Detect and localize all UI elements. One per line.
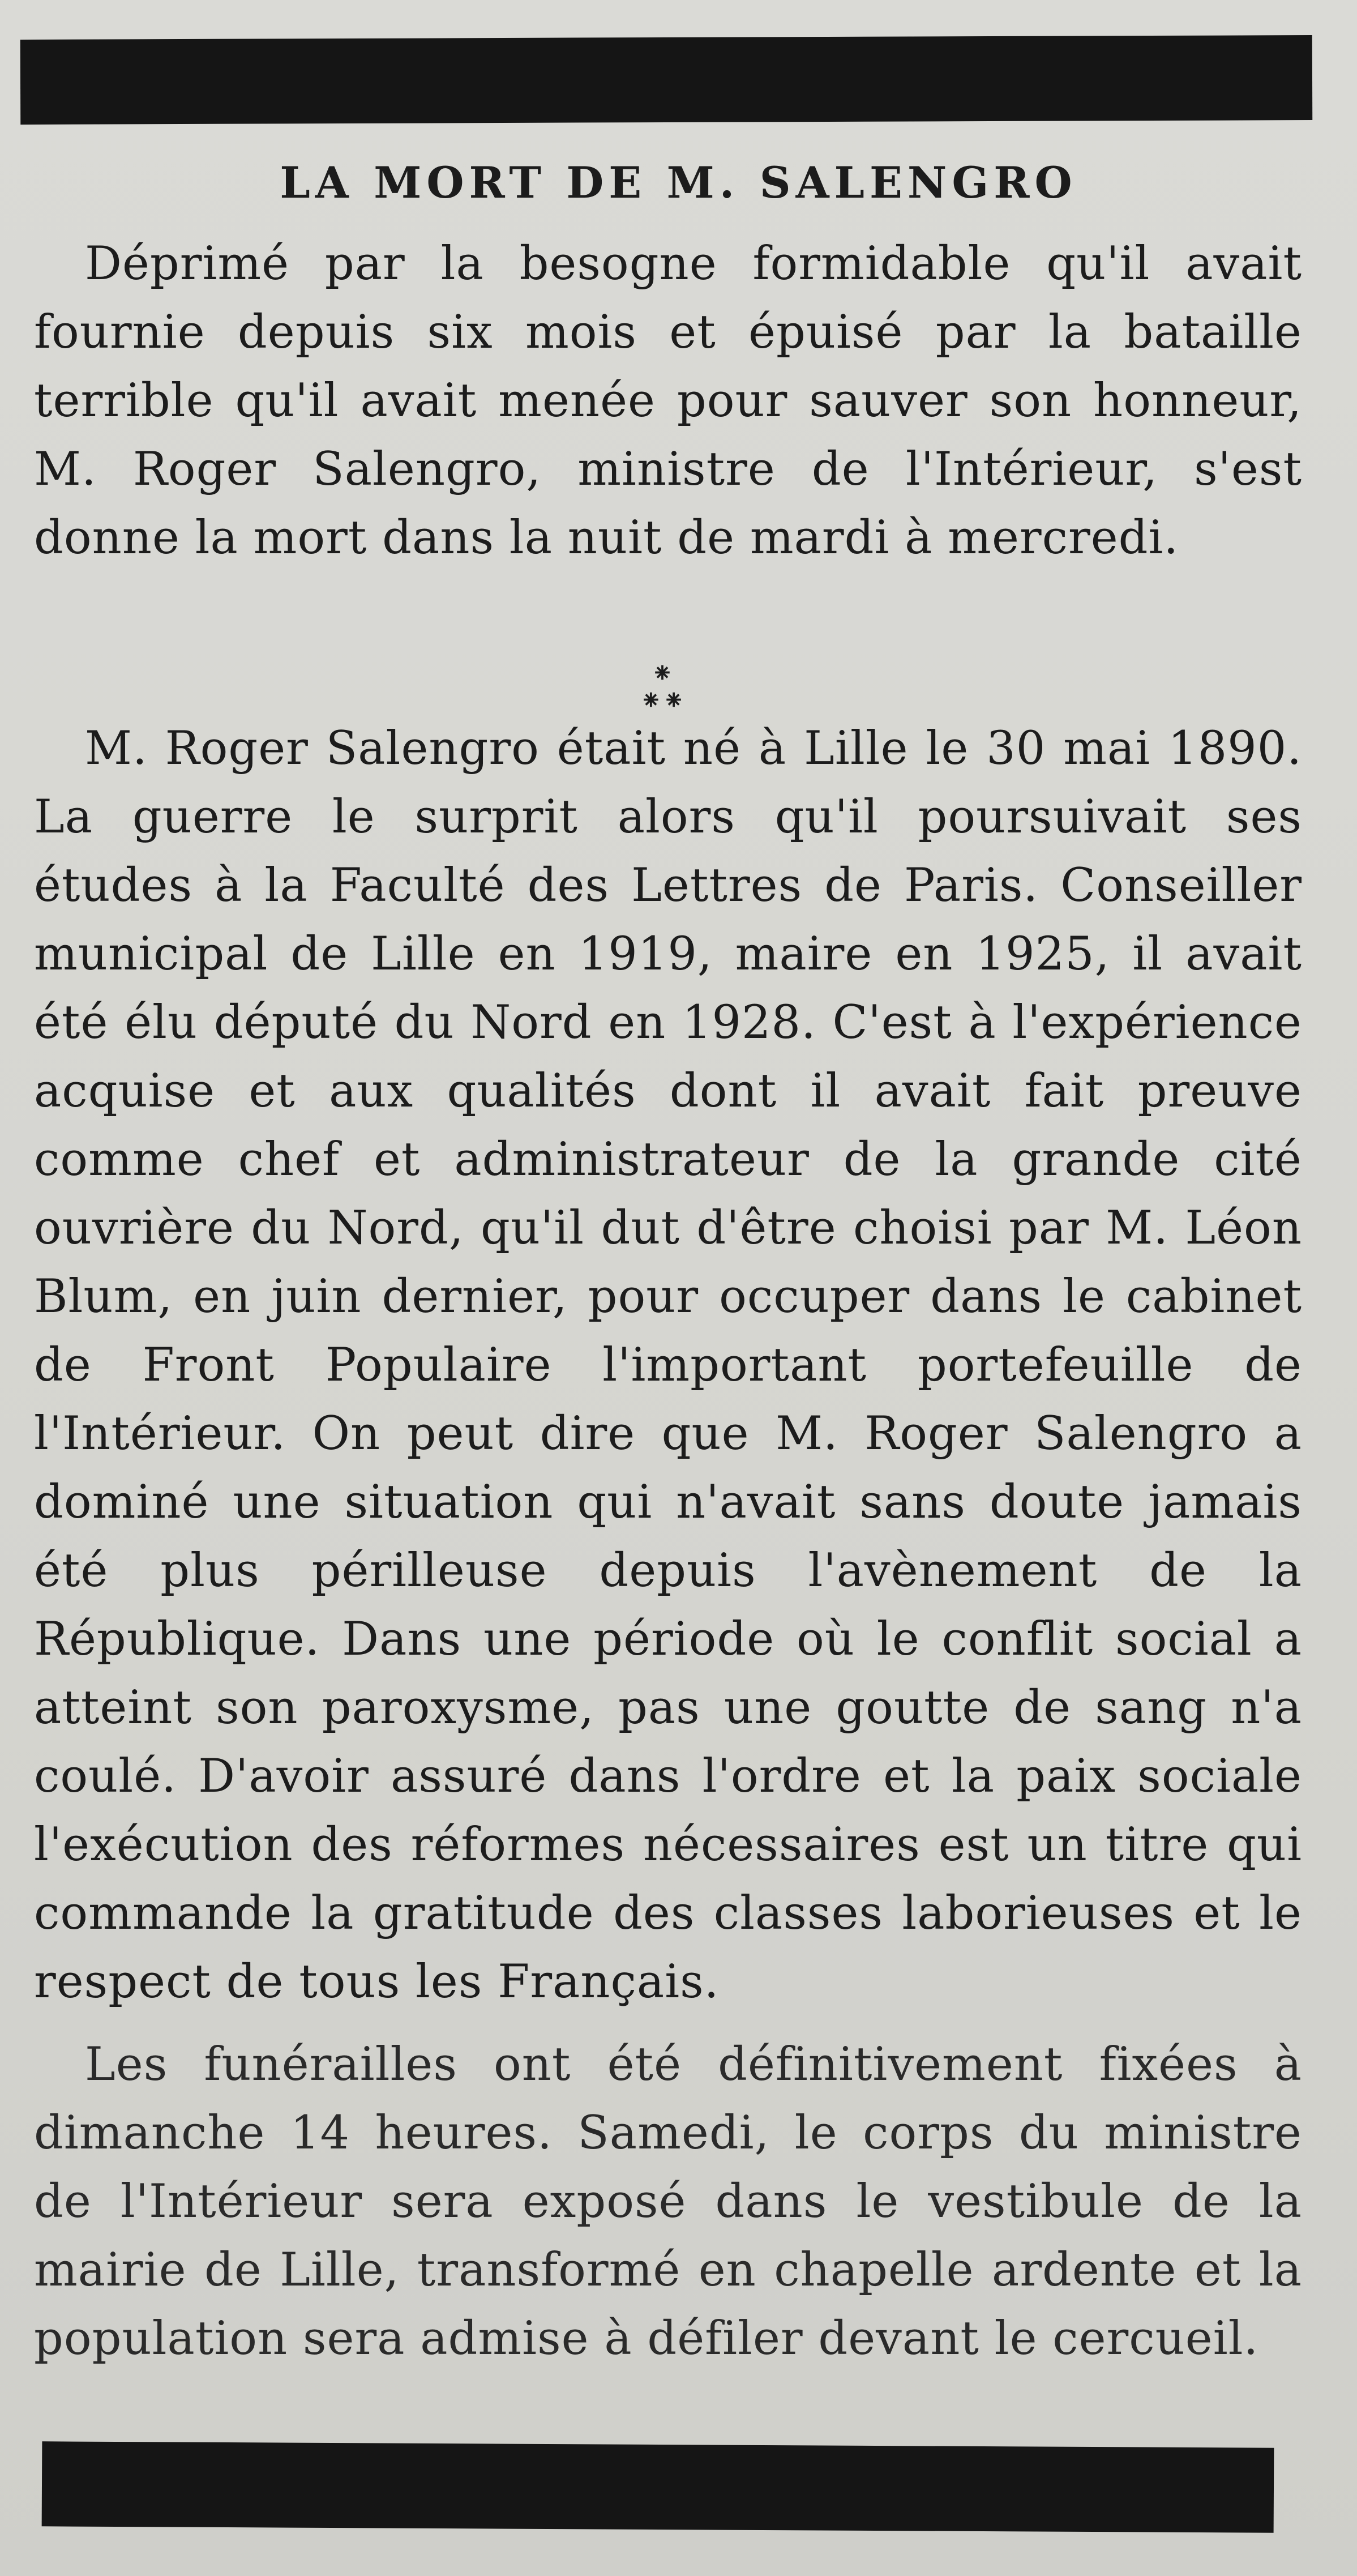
article-title: LA MORT DE M. SALENGRO <box>280 157 1077 208</box>
asterism-top: ⁕ <box>650 657 674 689</box>
paragraph-1: Déprimé par la besogne formidable qu'il avait fournie depuis six mois et épuisé par la bataille terrible qu'il avait menée pour sauver son honneur, M. Roger Salengro, ministre de l'Intérieur, s'est donne la mort dans la nuit de mardi à mercredi. <box>34 237 1302 565</box>
top-black-rule <box>20 35 1313 125</box>
bottom-black-rule <box>42 2441 1274 2532</box>
paragraph-2: M. Roger Salengro était né à Lille le 30 mai 1890. La guerre le surprit alors qu'il poursuivait ses études à la Faculté des Lettres de Paris. Conseiller municipal de Lille en 1919, maire en 1925, il avait été élu député du Nord en 1928. C'est à l'expérience acquise et aux qualités dont il avait fait preuve comme chef et administrateur de la grande cité ouvrière du Nord, qu'il dut d'être choisi par M. Léon Blum, en juin dernier, pour occuper dans le cabinet de Front Populaire l'important portefeuille de l'Intérieur. On peut dire que M. Roger Salengro a dominé une situation qui n'avait sans doute jamais été plus périlleuse depuis l'avènement de la République. Dans une période où le conflit social a atteint son paroxysme, pas une goutte de sang n'a coulé. D'avoir assuré dans l'ordre et la paix sociale l'exécution des réformes nécessaires est un titre qui commande la gratitude des classes laborieuses et le respect de tous les Français. <box>34 722 1302 2009</box>
paragraph-3: Les funérailles ont été définitivement fixées à dimanche 14 heures. Samedi, le corps du ministre de l'Intérieur sera exposé dans le vestibule de la mairie de Lille, transformé en chapelle ardente et la population sera admise à défiler devant le cercueil. <box>34 2038 1302 2365</box>
asterism-bottom: ⁕⁕ <box>639 685 686 716</box>
